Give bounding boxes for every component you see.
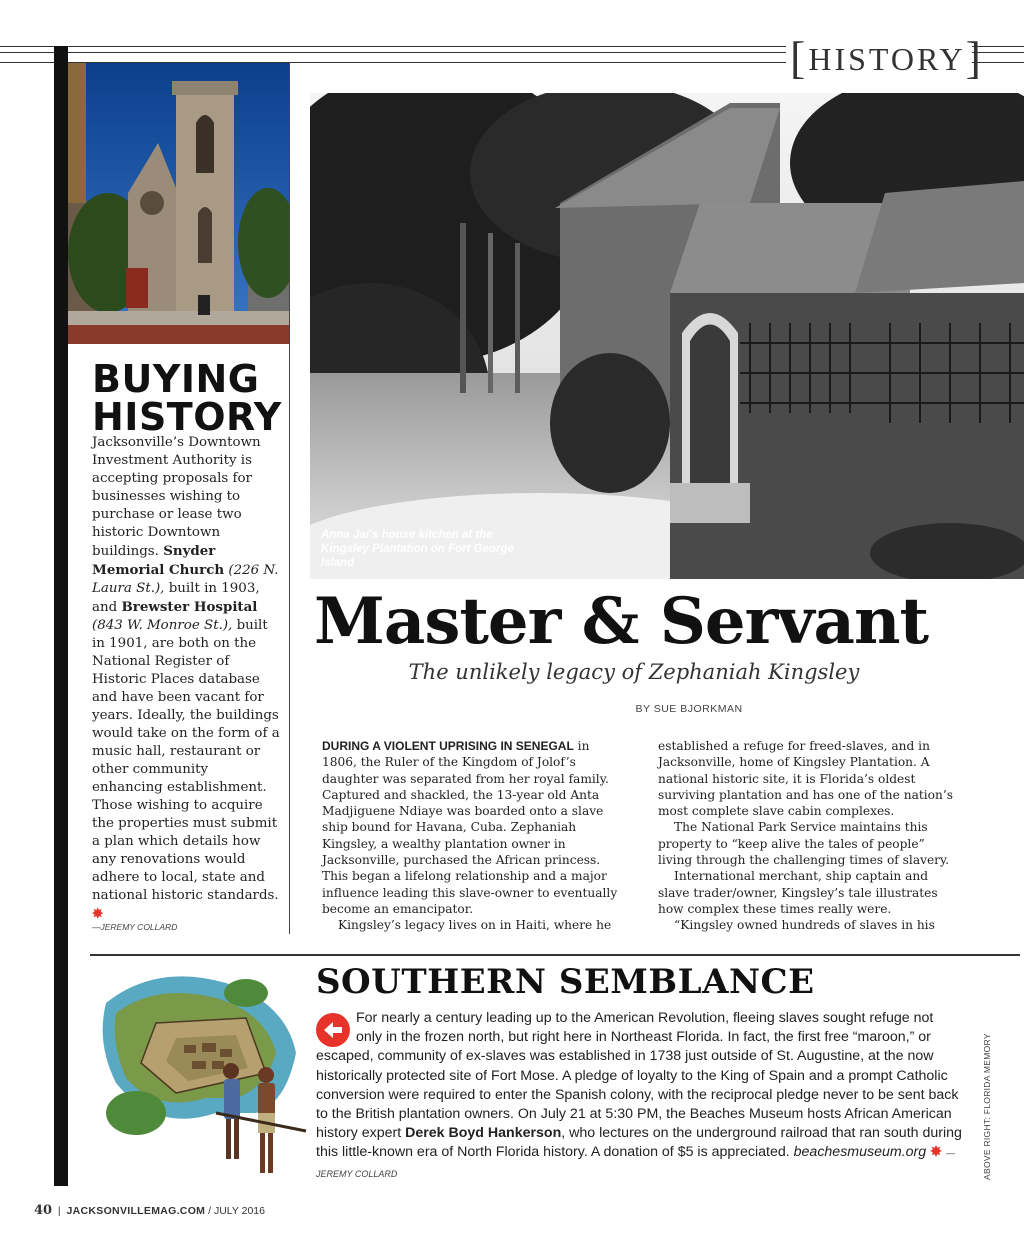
church-name: Snyder Memorial Church xyxy=(92,543,225,578)
southern-text-cont: , who lectures on the underground railroad that ran south during this little-known era of North Florida history. A donation of $5 is appreciated. xyxy=(316,1125,962,1161)
sidebar-divider xyxy=(289,62,290,934)
section-divider xyxy=(90,954,1020,956)
header-rule-top xyxy=(0,46,786,47)
asterisk-star-icon: ✸ xyxy=(930,1144,942,1161)
church-photo xyxy=(68,63,289,344)
article-paragraph: established a refuge for freed-slaves, and in Jacksonville, home of Kingsley Plantation. A national historic site, it is Florida’s oldest surviving plantation and has one of the nation’s most complete slave cabin complexes. xyxy=(658,739,953,819)
article-dek: The unlikely legacy of Zephaniah Kingsley xyxy=(408,660,860,684)
hospital-address: (843 W. Monroe St.), xyxy=(92,618,233,633)
southern-text: For nearly a century leading up to the American Revolution, fleeing slaves sought refuge not only in the frozen north, but right here in Northeast Florida. In fact, the first free “maroon,” or escaped, community of ex-slaves was established in 1738 just outside of St. Augustine, at the now historically protected site of Fort Mose. A pledge of loyalty to the King of Spain and a prompt Catholic conversion were required to enter the Spanish colony, with the reciprocal pledge never to be sent back to the British plantation owners. On July 21 at 5:30 PM, the Beaches Museum hosts African American history expert xyxy=(316,1010,959,1142)
issue-date: / JULY 2016 xyxy=(208,1205,265,1217)
article-paragraph: The National Park Service maintains this property to “keep alive the tales of people” living through the challenging times of slavery. xyxy=(658,820,950,868)
article-paragraph: Kingsley’s legacy lives on in Haiti, where he xyxy=(338,918,612,933)
church-built: built in 1903, and xyxy=(92,581,260,615)
article-paragraph xyxy=(322,738,622,917)
article-column-2 xyxy=(658,738,958,934)
page-number: 40 xyxy=(34,1203,53,1218)
expert-name: Derek Boyd Hankerson xyxy=(405,1125,562,1142)
sidebar-intro: Jacksonville’s Downtown Investment Authority is accepting proposals for businesses wishing to purchase or lease two historic Downtown buildings. xyxy=(92,435,261,559)
photo-caption: Anna Jai’s house kitchen at the Kingsley Plantation on Fort George Island xyxy=(321,529,514,569)
section-label: [HISTORY] xyxy=(790,32,984,83)
site-name: JACKSONVILLEMAG.COM xyxy=(66,1205,206,1217)
sidebar-credit: —JEREMY COLLARD xyxy=(92,922,178,932)
article-byline: BY SUE BJORKMAN xyxy=(635,703,743,715)
article-headline: Master & Servant xyxy=(314,584,929,659)
southern-semblance-title: SOUTHERN SEMBLANCE xyxy=(316,962,815,1002)
sidebar-title xyxy=(92,357,287,439)
museum-url: beachesmuseum.org xyxy=(793,1144,927,1161)
sidebar-body xyxy=(92,434,282,924)
southern-semblance-body xyxy=(316,1009,962,1184)
sidebar-title-line1: BUYING xyxy=(92,357,260,401)
sidebar-rest: built in 1901, are both on the National Register of Historic Places database and have been vacant for years. Ideally, the buildings would take on the form of a music hall, restaurant or other community enhancing establishment. Those wishing to acquire the properties must submit a plan which details how any renovations would adhere to local, state and national historic standards. xyxy=(92,618,280,903)
article-paragraph: “Kingsley owned hundreds of slaves in his xyxy=(674,918,935,933)
header-rule-mid xyxy=(0,52,786,53)
church-address: (226 N. Laura St.), xyxy=(92,563,279,596)
southern-credit: —JEREMY COLLARD xyxy=(316,1148,955,1179)
photo-credit: ABOVE RIGHT: FLORIDA MEMORY xyxy=(982,1033,992,1180)
sidebar-title-line2: HISTORY xyxy=(92,395,282,439)
article-text: in 1806, the Ruler of the Kingdom of Jolof’s daughter was separated from her royal family. Captured and shackled, the 13-year old Anta Madjiguene Ndiaye was boarded onto a slave ship bound for Havana, Cuba. Zephaniah Kingsley, a wealthy plantation owner in Jacksonville, purchased the African princess. This began a lifelong relationship and a major influence leading this slave-owner to eventually become an emancipator. xyxy=(322,739,618,916)
asterisk-star-icon: ✸ xyxy=(92,906,104,922)
page-edge-bar xyxy=(54,46,68,1186)
hospital-name: Brewster Hospital xyxy=(121,599,258,615)
fort-mose-illustration xyxy=(96,963,308,1195)
plantation-photo xyxy=(310,93,1024,579)
article-paragraph: International merchant, ship captain and slave trader/owner, Kingsley’s tale illustrates how complex these times really were. xyxy=(658,869,938,916)
page-folio: 40 | JACKSONVILLEMAG.COM / JULY 2016 xyxy=(34,1203,265,1218)
article-leadin: DURING A VIOLENT UPRISING IN SENEGAL xyxy=(322,739,574,753)
article-column-1 xyxy=(322,738,622,934)
